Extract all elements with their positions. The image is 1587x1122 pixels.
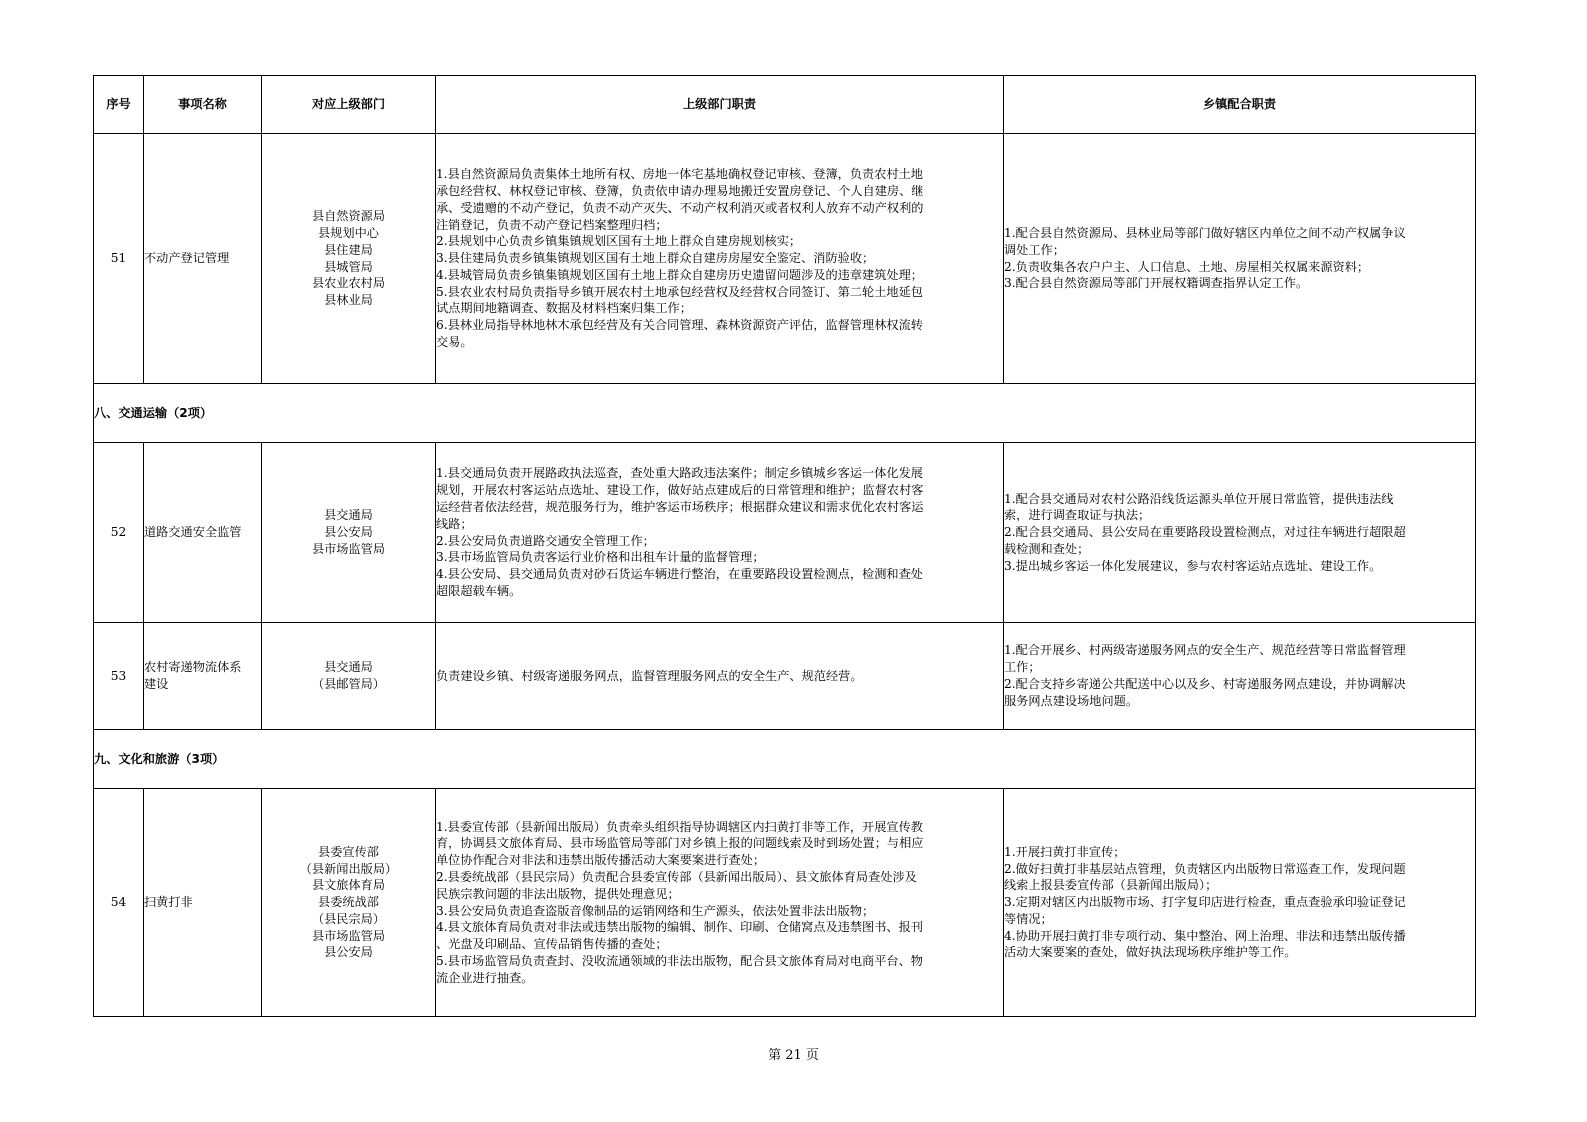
town-line: 1.配合县交通局对农村公路沿线货运源头单位开展日常监管，提供违法线: [1004, 491, 1394, 506]
town-duty: [1004, 443, 1476, 623]
dept-line: 县公安局: [324, 525, 373, 540]
town-line: 2.做好扫黄打非基层站点管理，负责辖区内出版物日常巡查工作，发现问题: [1004, 861, 1406, 876]
dept-line: （县民宗局）: [311, 911, 386, 926]
dept-line: 县市场监管局: [311, 541, 386, 556]
table-row: [94, 443, 1476, 623]
section-row-transport: [94, 384, 1476, 443]
header-town-duty: 乡镇配合职责: [1004, 76, 1476, 134]
duty-line: 1.县委宣传部（县新闻出版局）负责牵头组织指导协调辖区内扫黄打非等工作，开展宣传教: [436, 819, 923, 834]
duty-line: 、光盘及印刷品、宣传品销售传播的查处；: [436, 937, 668, 952]
dept-line: 县自然资源局: [311, 209, 386, 224]
item-name-line: 建设: [144, 677, 169, 691]
superior-duty: [436, 443, 1004, 623]
section-row-culture: [94, 730, 1476, 789]
duty-line: 1.县交通局负责开展路政执法巡查，查处重大路政违法案件；制定乡镇城乡客运一体化发展: [436, 466, 923, 481]
duty-line: 注销登记，负责不动产登记档案整理归档；: [436, 217, 668, 232]
row-number: 54: [94, 789, 144, 1017]
town-line: 2.配合县交通局、县公安局在重要路段设置检测点，对过往车辆进行超限超: [1004, 525, 1406, 540]
town-line: 2.配合支持乡寄递公共配送中心以及乡、村寄递服务网点建设，并协调解决: [1004, 677, 1406, 691]
town-line: 工作；: [1004, 660, 1041, 675]
row-number: 53: [94, 623, 144, 730]
town-line: 3.配合县自然资源局等部门开展权籍调查指界认定工作。: [1004, 276, 1309, 291]
duty-line: 2.县公安局负责道路交通安全管理工作；: [436, 533, 655, 548]
dept-line: 县城管局: [324, 259, 373, 274]
town-line: 1.开展扫黄打非宣传；: [1004, 844, 1126, 859]
duty-line: 2.县委统战部（县民宗局）负责配合县委宣传部（县新闻出版局）、县文旅体育局查处涉及: [436, 869, 917, 884]
duty-line: 5.县市场监管局负责查封、没收流通领域的非法出版物，配合县文旅体育局对电商平台、物: [436, 953, 923, 968]
table-row: [94, 789, 1476, 1017]
town-duty: [1004, 789, 1476, 1017]
duty-line: 6.县林业局指导林地林木承包经营及有关合同管理、森林资源资产评估，监督管理林权流转: [436, 318, 923, 333]
town-line: 等情况；: [1004, 911, 1053, 926]
dept-line: 县住建局: [324, 242, 373, 257]
dept-line: 县农业农村局: [311, 276, 386, 291]
duty-line: 线路；: [436, 516, 473, 531]
duty-line: 承、受遗赠的不动产登记，负责不动产灭失、不动产权利消灭或者权利人放弃不动产权利的: [436, 200, 924, 215]
duty-table: [93, 75, 1476, 1017]
dept-list: [262, 789, 436, 1017]
duty-line: 交易。: [436, 335, 473, 350]
dept-line: （县邮管局）: [311, 677, 386, 691]
town-duty: [1004, 623, 1476, 730]
duty-line: 5.县农业农村局负责指导乡镇开展农村土地承包经营权及经营权合同签订、第二轮土地延包: [436, 284, 923, 299]
item-name: [144, 789, 262, 1017]
duty-line: 4.县公安局、县交通局负责对砂石货运车辆进行整治，在重要路段设置检测点，检测和查处: [436, 567, 923, 582]
table-row: [94, 623, 1476, 730]
town-line: 3.提出城乡客运一体化发展建议，参与农村客运站点选址、建设工作。: [1004, 558, 1382, 573]
dept-line: 县林业局: [324, 293, 373, 308]
item-name: [144, 623, 262, 730]
header-superior-dept: 对应上级部门: [262, 76, 436, 134]
header-item-name: 事项名称: [144, 76, 262, 134]
duty-line: 3.县公安局负责追查盗版音像制品的运销网络和生产源头，依法处置非法出版物；: [436, 903, 875, 918]
duty-line: 4.县城管局负责乡镇集镇规划区国有土地上群众自建房历史遗留问题涉及的违章建筑处理；: [436, 267, 923, 282]
town-line: 调处工作；: [1004, 242, 1065, 257]
duty-line: 3.县住建局负责乡镇集镇规划区国有土地上群众自建房房屋安全鉴定、消防验收；: [436, 251, 875, 266]
dept-line: （县新闻出版局）: [299, 861, 398, 876]
superior-duty: [436, 134, 1004, 384]
duty-line: 承包经营权、林权登记审核、登簿，负责依申请办理易地搬迁安置房登记、个人自建房、继: [436, 183, 924, 198]
duty-line: 4.县文旅体育局负责对非法或违禁出版物的编辑、制作、印刷、仓储窝点及违禁图书、报刊: [436, 920, 923, 935]
row-number: 52: [94, 443, 144, 623]
town-line: 4.协助开展扫黄打非专项行动、集中整治、网上治理、非法和违禁出版传播: [1004, 928, 1406, 943]
dept-list: [262, 134, 436, 384]
superior-duty: [436, 789, 1004, 1017]
duty-line: 试点期间地籍调查、数据及材料档案归集工作；: [436, 301, 692, 316]
dept-list: [262, 623, 436, 730]
town-line: 3.定期对辖区内出版物市场、打字复印店进行检查，重点查验承印验证登记: [1004, 895, 1406, 910]
dept-line: 县委统战部: [318, 895, 379, 910]
town-line: 服务网点建设场地问题。: [1004, 693, 1139, 708]
table-row: [94, 134, 1476, 384]
dept-line: 县交通局: [324, 508, 373, 523]
section-title: 九、文化和旅游（3项）: [94, 730, 1476, 789]
duty-line: 2.县规划中心负责乡镇集镇规划区国有土地上群众自建房规划核实；: [436, 234, 802, 249]
dept-line: 县市场监管局: [311, 928, 386, 943]
item-name-line: 农村寄递物流体系: [144, 660, 242, 675]
duty-line: 育，协调县文旅体育局、县市场监管局等部门对乡镇上报的问题线索及时到场处置；与相应: [436, 836, 924, 851]
item-name-line: 扫黄打非: [144, 895, 193, 910]
row-number: 51: [94, 134, 144, 384]
header-superior-duty: 上级部门职责: [436, 76, 1004, 134]
dept-line: 县交通局: [324, 660, 373, 675]
item-name-line: 不动产登记管理: [144, 251, 230, 266]
dept-line: 县规划中心: [318, 225, 379, 240]
duty-line: 1.县自然资源局负责集体土地所有权、房地一体宅基地确权登记审核、登簿，负责农村土地: [436, 167, 923, 182]
item-name: [144, 134, 262, 384]
duty-line: 运经营者依法经营，规范服务行为，维护客运市场秩序；根据群众建议和需求优化农村客运: [436, 499, 924, 514]
duty-line: 规划，开展农村客运站点选址、建设工作，做好站点建成后的日常管理和维护；监督农村客: [436, 483, 924, 498]
dept-line: 县文旅体育局: [311, 878, 386, 893]
superior-duty: [436, 623, 1004, 730]
duty-line: 流企业进行抽查。: [436, 970, 534, 985]
town-line: 1.配合县自然资源局、县林业局等部门做好辖区内单位之间不动产权属争议: [1004, 225, 1406, 240]
town-line: 线索上报县委宣传部（县新闻出版局）；: [1004, 878, 1218, 893]
duty-line: 单位协作配合对非法和违禁出版传播活动大案要案进行查处；: [436, 853, 766, 868]
town-line: 载检测和查处；: [1004, 541, 1090, 556]
dept-list: [262, 443, 436, 623]
dept-line: 县委宣传部: [318, 844, 379, 859]
town-line: 活动大案要案的查处，做好执法现场秩序维护等工作。: [1004, 945, 1297, 960]
header-seq: 序号: [94, 76, 144, 134]
town-line: 2.负责收集各农户户主、人口信息、土地、房屋相关权属来源资料；: [1004, 259, 1370, 274]
duty-line: 3.县市场监管局负责客运行业价格和出租车计量的监督管理；: [436, 550, 765, 565]
dept-line: 县公安局: [324, 945, 373, 960]
town-line: 索，进行调查取证与执法；: [1004, 508, 1151, 523]
duty-line: 负责建设乡镇、村级寄递服务网点，监督管理服务网点的安全生产、规范经营。: [436, 668, 863, 683]
town-line: 1.配合开展乡、村两级寄递服务网点的安全生产、规范经营等日常监督管理: [1004, 643, 1406, 658]
item-name: [144, 443, 262, 623]
town-duty: [1004, 134, 1476, 384]
duty-line: 民族宗教问题的非法出版物，提供处理意见；: [436, 886, 680, 901]
header-row: [94, 76, 1476, 134]
duty-line: 超限超载车辆。: [436, 583, 522, 598]
section-title: 八、交通运输（2项）: [94, 384, 1476, 443]
page-number: 第 21 页: [768, 1048, 819, 1063]
item-name-line: 道路交通安全监管: [144, 525, 242, 540]
